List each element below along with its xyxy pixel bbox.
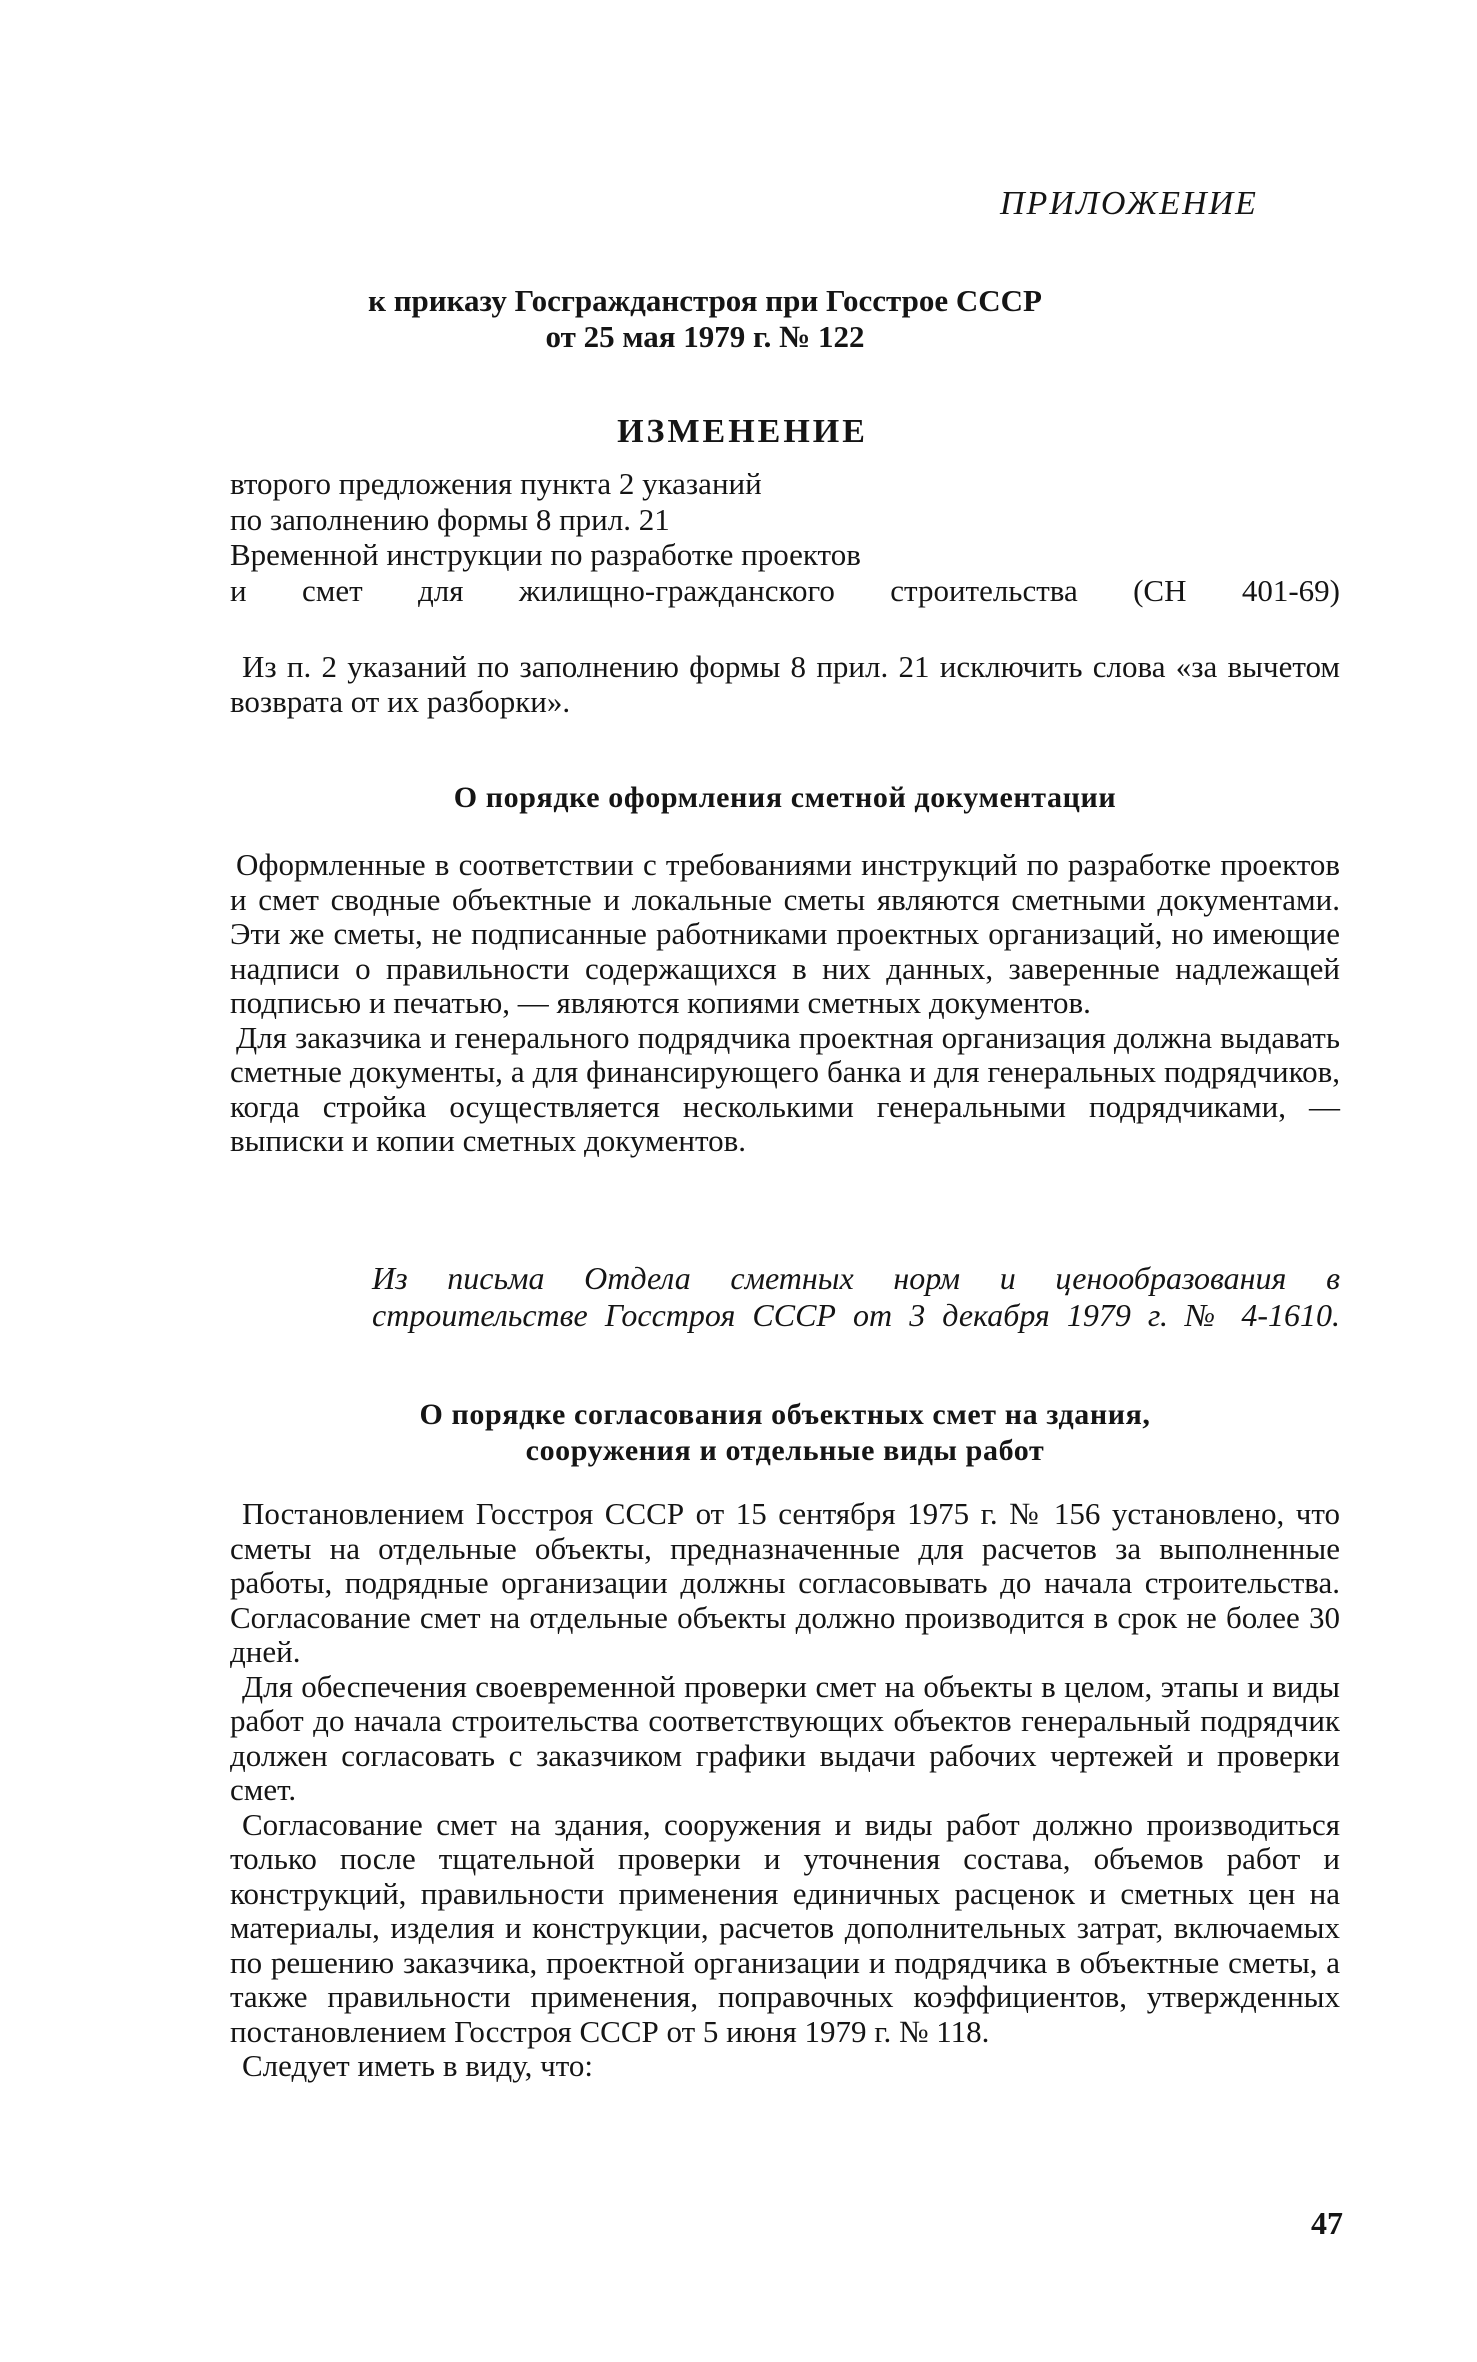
- source-citation: Из письма Отдела сметных норм и ценообразования в строительстве Госстроя СССР от 3 декабря 1979 г. № 4-1610.: [372, 1260, 1340, 1333]
- section-1-paragraph: Для заказчика и генерального подрядчика проектная организация должна выдавать сметные документы, а для финансирующего банка и для генеральных подрядчиков, когда стройка осуществляется несколькими генеральными подрядчиками, — выписки и копии сметных документов.: [230, 1019, 1340, 1158]
- section-1-heading: О порядке оформления сметной документации: [453, 781, 1117, 814]
- change-title: ИЗМЕНЕНИЕ: [617, 413, 868, 450]
- section-1-body: [230, 848, 1340, 1159]
- section-2-paragraph: Постановлением Госстроя СССР от 15 сентября 1975 г. № 156 установлено, что сметы на отдельные объекты, предназначенные для расчетов за выполненные работы, подрядные организации должны согласовывать до начала строительства. Согласование смет на отдельные объекты должно производится в срок не более 30 дней.: [230, 1496, 1340, 1669]
- change-subject-line: по заполнению формы 8 прил. 21: [230, 501, 670, 537]
- section-2-paragraph: Для обеспечения своевременной проверки смет на объекты в целом, этапы и виды работ до начала строительства соответствующих объектов генеральный подрядчик должен согласовать с заказчиком графики выдачи рабочих чертежей и проверки смет.: [230, 1668, 1340, 1807]
- order-line-2: от 25 мая 1979 г. № 122: [545, 319, 865, 354]
- order-line-1: к приказу Госгражданстроя при Госстрое СССР: [368, 283, 1042, 318]
- change-subject: [230, 466, 1340, 608]
- page-number: 47: [1311, 2205, 1343, 2241]
- change-subject-line: и смет для жилищно-гражданского строительства (СН 401-69): [230, 572, 1340, 608]
- change-subject-line: второго предложения пункта 2 указаний: [230, 466, 762, 501]
- change-subject-line: Временной инструкции по разработке проектов: [230, 537, 861, 572]
- section-2-paragraph: Следует иметь в виду, что:: [242, 2048, 593, 2083]
- section-2-paragraph: Согласование смет на здания, сооружения и виды работ должно производиться только после тщательной проверки и уточнения состава, объемов работ и конструкций, правильности применения единичных расценок и сметных цен на материалы, изделия и конструкции, расчетов дополнительных затрат, включаемых по решению заказчика, проектной организации и подрядчика в объектные сметы, а также правильности применения, поправочных коэффициентов, утвержденных постановлением Госстроя СССР от 5 июня 1979 г. № 118.: [230, 1806, 1340, 2049]
- section-2-body: [230, 1497, 1340, 2084]
- order-reference: [230, 283, 1180, 355]
- section-2-heading-line-2: сооружения и отдельные виды работ: [525, 1434, 1045, 1467]
- section-1-paragraph: Оформленные в соответствии с требованиями инструкций по разработке проектов и смет сводные объектные и локальные сметы являются сметными документами. Эти же сметы, не подписанные работниками проектных организаций, но имеющие надписи о правильности содержащихся в них данных, заверенные надлежащей подписью и печатью, — являются копиями сметных документов.: [230, 847, 1340, 1020]
- change-text-block: [230, 650, 1340, 719]
- section-2-heading-line-1: О порядке согласования объектных смет на здания,: [419, 1398, 1151, 1431]
- change-paragraph: Из п. 2 указаний по заполнению формы 8 прил. 21 исключить слова «за вычетом возврата от их разборки».: [230, 649, 1340, 719]
- appendix-label: ПРИЛОЖЕНИЕ: [1000, 185, 1258, 222]
- section-2-heading: [230, 1397, 1340, 1469]
